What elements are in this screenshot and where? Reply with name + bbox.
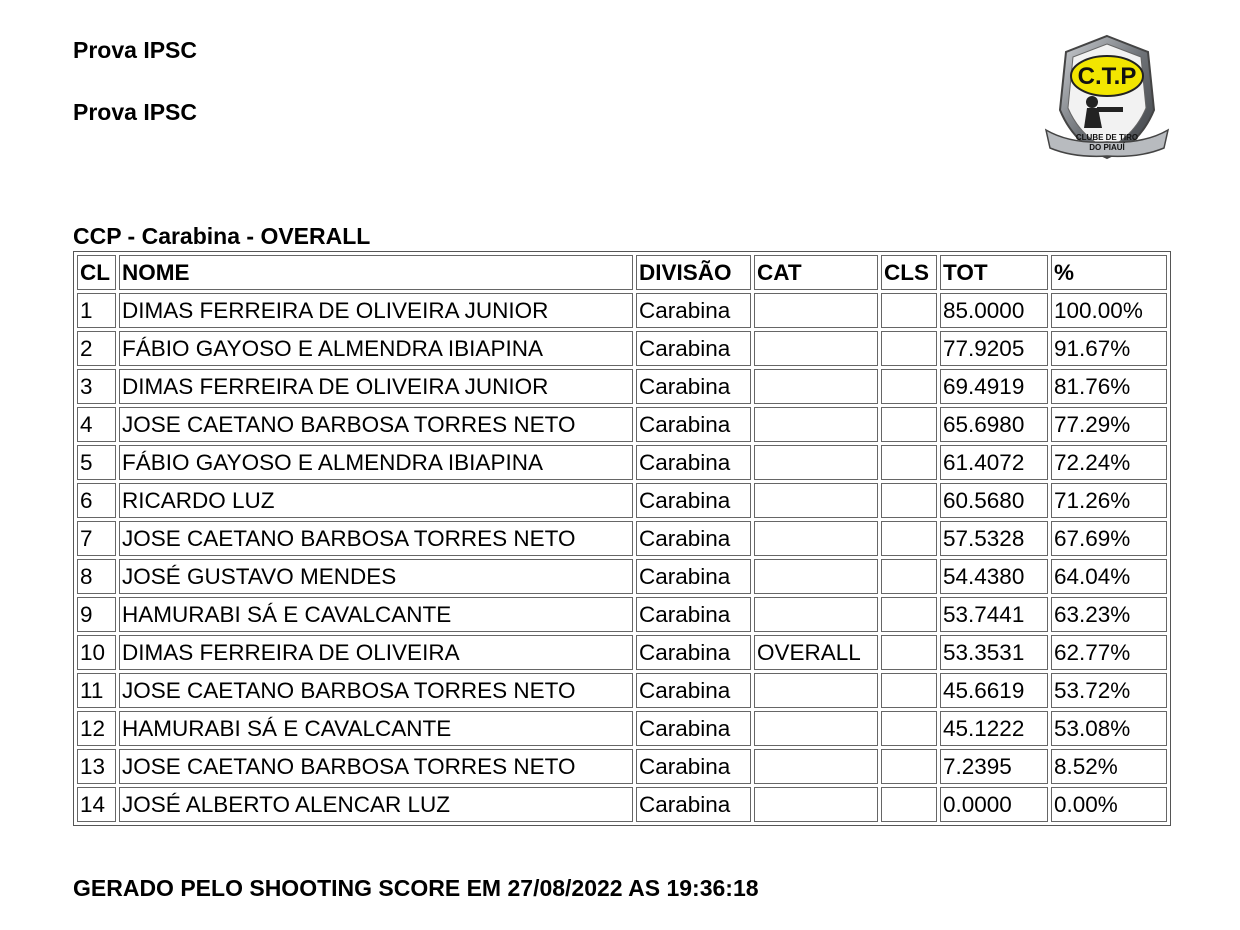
cell-col-cl: 12: [77, 711, 116, 746]
cell-col-divisao: Carabina: [636, 635, 751, 670]
cell-col-divisao: Carabina: [636, 293, 751, 328]
cell-col-nome: JOSE CAETANO BARBOSA TORRES NETO: [119, 749, 633, 784]
cell-col-tot: 85.0000: [940, 293, 1048, 328]
table-row: [77, 445, 1167, 480]
cell-col-cls: [881, 673, 937, 708]
cell-col-divisao: Carabina: [636, 407, 751, 442]
cell-col-cl: 6: [77, 483, 116, 518]
cell-col-cls: [881, 293, 937, 328]
header-col-cls: CLS: [881, 255, 937, 290]
cell-col-divisao: Carabina: [636, 483, 751, 518]
cell-col-tot: 69.4919: [940, 369, 1048, 404]
cell-col-tot: 61.4072: [940, 445, 1048, 480]
cell-col-cls: [881, 521, 937, 556]
cell-col-tot: 7.2395: [940, 749, 1048, 784]
header-col-divisao: DIVISÃO: [636, 255, 751, 290]
cell-col-divisao: Carabina: [636, 711, 751, 746]
cell-col-cls: [881, 597, 937, 632]
header-col-percent: %: [1051, 255, 1167, 290]
cell-col-cat: [754, 559, 878, 594]
cell-col-nome: FÁBIO GAYOSO E ALMENDRA IBIAPINA: [119, 331, 633, 366]
cell-col-percent: 91.67%: [1051, 331, 1167, 366]
cell-col-cls: [881, 445, 937, 480]
table-row: [77, 521, 1167, 556]
cell-col-percent: 81.76%: [1051, 369, 1167, 404]
cell-col-percent: 72.24%: [1051, 445, 1167, 480]
cell-col-tot: 53.7441: [940, 597, 1048, 632]
cell-col-cat: [754, 407, 878, 442]
cell-col-percent: 53.08%: [1051, 711, 1167, 746]
cell-col-cl: 14: [77, 787, 116, 822]
cell-col-percent: 63.23%: [1051, 597, 1167, 632]
table-row: [77, 673, 1167, 708]
cell-col-percent: 53.72%: [1051, 673, 1167, 708]
cell-col-cl: 3: [77, 369, 116, 404]
event-subtitle: Prova IPSC: [73, 99, 197, 125]
cell-col-cat: [754, 331, 878, 366]
cell-col-cl: 9: [77, 597, 116, 632]
table-row: [77, 293, 1167, 328]
table-row: [77, 787, 1167, 822]
cell-col-cat: OVERALL: [754, 635, 878, 670]
cell-col-tot: 0.0000: [940, 787, 1048, 822]
cell-col-cat: [754, 369, 878, 404]
cell-col-tot: 53.3531: [940, 635, 1048, 670]
header-col-cat: CAT: [754, 255, 878, 290]
cell-col-divisao: Carabina: [636, 445, 751, 480]
cell-col-percent: 77.29%: [1051, 407, 1167, 442]
logo-sub-line2: DO PIAUÍ: [1089, 143, 1125, 152]
event-title: Prova IPSC: [73, 37, 197, 63]
cell-col-nome: DIMAS FERREIRA DE OLIVEIRA JUNIOR: [119, 293, 633, 328]
cell-col-cl: 8: [77, 559, 116, 594]
cell-col-tot: 60.5680: [940, 483, 1048, 518]
cell-col-percent: 71.26%: [1051, 483, 1167, 518]
cell-col-nome: DIMAS FERREIRA DE OLIVEIRA JUNIOR: [119, 369, 633, 404]
cell-col-cl: 1: [77, 293, 116, 328]
cell-col-percent: 8.52%: [1051, 749, 1167, 784]
cell-col-nome: JOSÉ GUSTAVO MENDES: [119, 559, 633, 594]
table-row: [77, 407, 1167, 442]
cell-col-cls: [881, 331, 937, 366]
cell-col-cl: 5: [77, 445, 116, 480]
cell-col-divisao: Carabina: [636, 369, 751, 404]
cell-col-percent: 100.00%: [1051, 293, 1167, 328]
table-row: [77, 559, 1167, 594]
cell-col-nome: JOSÉ ALBERTO ALENCAR LUZ: [119, 787, 633, 822]
cell-col-divisao: Carabina: [636, 559, 751, 594]
cell-col-cl: 13: [77, 749, 116, 784]
generated-footer: GERADO PELO SHOOTING SCORE EM 27/08/2022 AS 19:36:18: [73, 875, 759, 901]
cell-col-nome: JOSE CAETANO BARBOSA TORRES NETO: [119, 521, 633, 556]
cell-col-nome: HAMURABI SÁ E CAVALCANTE: [119, 711, 633, 746]
cell-col-divisao: Carabina: [636, 597, 751, 632]
cell-col-percent: 0.00%: [1051, 787, 1167, 822]
cell-col-tot: 54.4380: [940, 559, 1048, 594]
shooter-icon: [1086, 96, 1098, 108]
header-col-nome: NOME: [119, 255, 633, 290]
cell-col-tot: 77.9205: [940, 331, 1048, 366]
table-row: [77, 711, 1167, 746]
cell-col-cl: 4: [77, 407, 116, 442]
table-row: [77, 749, 1167, 784]
cell-col-cls: [881, 749, 937, 784]
cell-col-divisao: Carabina: [636, 749, 751, 784]
logo-main-text: C.T.P: [1077, 63, 1137, 90]
cell-col-nome: RICARDO LUZ: [119, 483, 633, 518]
table-row: [77, 635, 1167, 670]
logo-sub-line1: CLUBE DE TIRO: [1075, 133, 1139, 142]
section-title: CCP - Carabina - OVERALL: [73, 223, 371, 249]
club-logo: [1040, 32, 1174, 162]
cell-col-cat: [754, 597, 878, 632]
cell-col-cat: [754, 711, 878, 746]
cell-col-divisao: Carabina: [636, 521, 751, 556]
cell-col-cls: [881, 369, 937, 404]
cell-col-cls: [881, 483, 937, 518]
cell-col-divisao: Carabina: [636, 787, 751, 822]
cell-col-cat: [754, 445, 878, 480]
cell-col-percent: 62.77%: [1051, 635, 1167, 670]
table-header-row: [77, 255, 1167, 290]
cell-col-divisao: Carabina: [636, 673, 751, 708]
cell-col-cat: [754, 673, 878, 708]
header-col-tot: TOT: [940, 255, 1048, 290]
table-row: [77, 483, 1167, 518]
results-table: [73, 251, 1171, 826]
cell-col-cl: 10: [77, 635, 116, 670]
cell-col-cat: [754, 749, 878, 784]
club-logo-emblem: [1040, 32, 1174, 162]
cell-col-tot: 65.6980: [940, 407, 1048, 442]
cell-col-nome: JOSE CAETANO BARBOSA TORRES NETO: [119, 407, 633, 442]
cell-col-cls: [881, 787, 937, 822]
cell-col-cat: [754, 521, 878, 556]
cell-col-percent: 64.04%: [1051, 559, 1167, 594]
cell-col-nome: HAMURABI SÁ E CAVALCANTE: [119, 597, 633, 632]
cell-col-nome: JOSE CAETANO BARBOSA TORRES NETO: [119, 673, 633, 708]
table-row: [77, 369, 1167, 404]
cell-col-divisao: Carabina: [636, 331, 751, 366]
cell-col-cat: [754, 787, 878, 822]
cell-col-tot: 45.6619: [940, 673, 1048, 708]
cell-col-nome: DIMAS FERREIRA DE OLIVEIRA: [119, 635, 633, 670]
cell-col-cls: [881, 559, 937, 594]
cell-col-cl: 11: [77, 673, 116, 708]
cell-col-cl: 2: [77, 331, 116, 366]
cell-col-percent: 67.69%: [1051, 521, 1167, 556]
cell-col-cl: 7: [77, 521, 116, 556]
cell-col-cls: [881, 711, 937, 746]
header-col-cl: CL: [77, 255, 116, 290]
cell-col-cls: [881, 635, 937, 670]
cell-col-nome: FÁBIO GAYOSO E ALMENDRA IBIAPINA: [119, 445, 633, 480]
cell-col-cat: [754, 293, 878, 328]
table-row: [77, 597, 1167, 632]
cell-col-tot: 45.1222: [940, 711, 1048, 746]
cell-col-cls: [881, 407, 937, 442]
table-row: [77, 331, 1167, 366]
cell-col-cat: [754, 483, 878, 518]
cell-col-tot: 57.5328: [940, 521, 1048, 556]
